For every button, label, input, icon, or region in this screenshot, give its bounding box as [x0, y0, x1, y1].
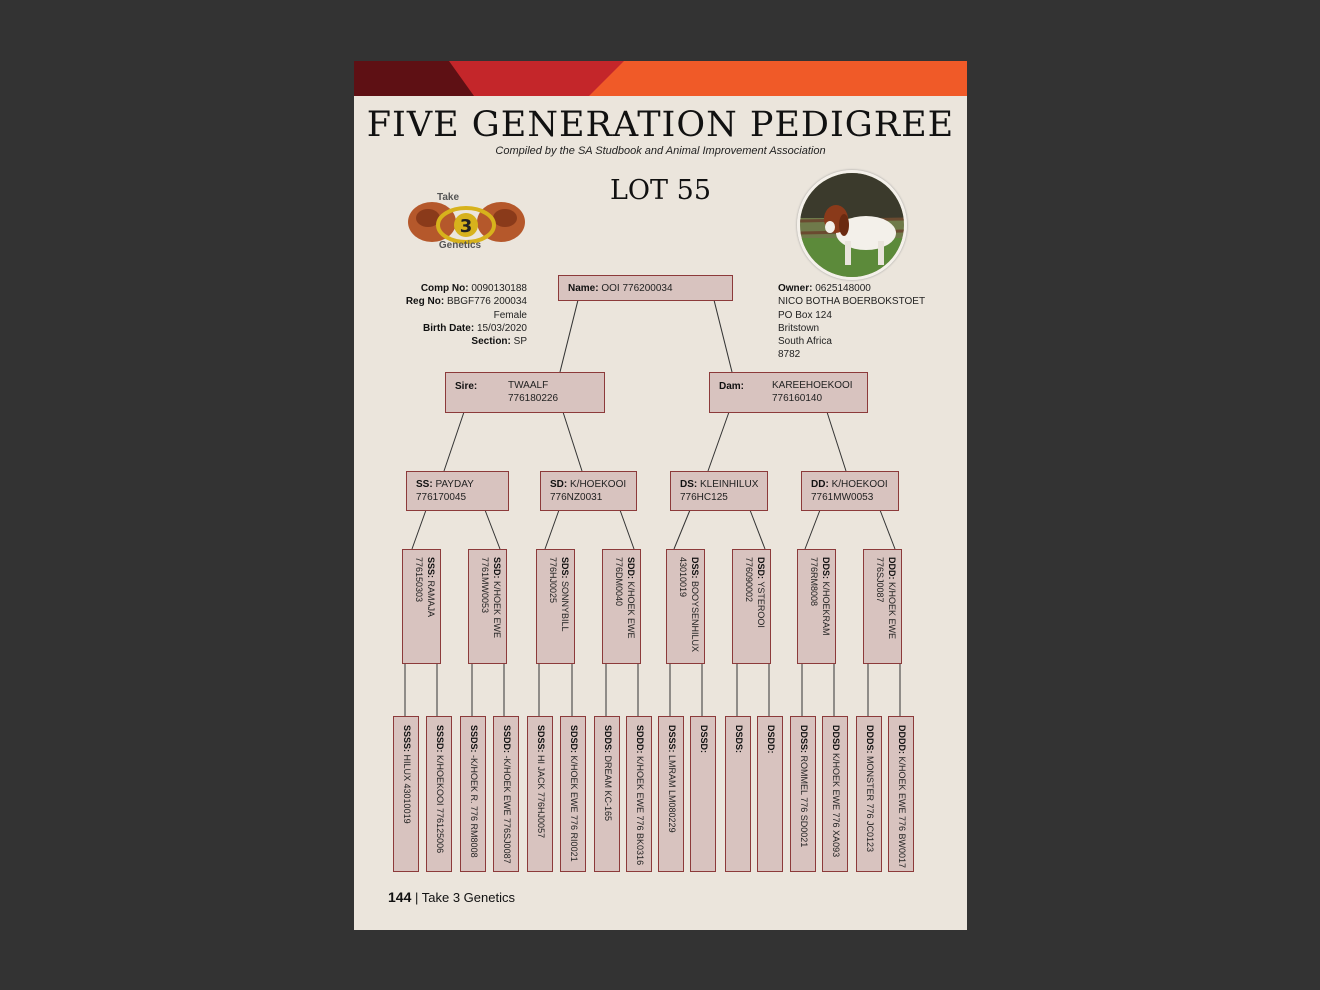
animal-sex: Female [493, 309, 527, 321]
owner-phone: 0625148000 [815, 283, 871, 294]
great-great-grandparent-label: SDSD: [569, 725, 579, 754]
great-grandparent-name: RAMAJA [426, 580, 436, 618]
great-grandparent-text [743, 557, 767, 628]
great-grandparent-box [536, 549, 575, 664]
page-subtitle: Compiled by the SA Studbook and Animal Improvement Association [495, 145, 826, 157]
great-grandparent-text [547, 557, 571, 632]
grandparent-box-ss [406, 471, 509, 511]
great-great-grandparent-box [658, 716, 684, 872]
great-grandparent-label: DSD: [756, 557, 766, 579]
great-great-grandparent-text [798, 725, 810, 847]
great-great-grandparent-label: SDDD: [635, 725, 645, 754]
great-great-grandparent-box [757, 716, 783, 872]
great-great-grandparent-text [568, 725, 580, 862]
great-great-grandparent-text [765, 725, 777, 754]
great-grandparent-box [602, 549, 641, 664]
sire-name: TWAALF [508, 380, 549, 391]
great-great-grandparent-name: ROMMEL 776 SD0021 [799, 755, 809, 848]
dam-box [709, 372, 868, 413]
great-great-grandparent-text [698, 725, 710, 753]
dam-reg: 776160140 [772, 393, 823, 404]
great-great-grandparent-text [434, 725, 446, 853]
birth-date-label: Birth Date: [423, 322, 475, 334]
grandparent-label: SS: [416, 479, 433, 490]
section: SP [513, 336, 527, 348]
great-great-grandparent-label: DSDD: [766, 725, 776, 754]
grandparent-box-dd [801, 471, 899, 511]
grandparent-box-sd [540, 471, 637, 511]
footer-separator: | [414, 890, 419, 905]
great-great-grandparent-label: SSDS: [469, 725, 479, 753]
owner-name: NICO BOTHA BOERBOKSTOET [778, 296, 926, 308]
great-grandparent-box [402, 549, 441, 664]
grandparent-reg: 776170045 [416, 492, 467, 503]
great-great-grandparent-label: SSSD: [435, 725, 445, 753]
great-grandparent-reg: 776SJ0087 [875, 557, 885, 603]
great-grandparent-reg: 776150303 [414, 557, 424, 603]
great-great-grandparent-name: K/HOEKOOI 776125006 [435, 755, 445, 854]
reg-no: BBGF776 200034 [446, 296, 527, 308]
great-great-grandparent-box [790, 716, 816, 872]
sire-label: Sire: [455, 381, 478, 392]
sire-reg: 776180226 [508, 393, 559, 404]
lot-number: LOT 55 [609, 175, 711, 206]
great-great-grandparent-name: K/HOEK EWE 776 BK0316 [635, 756, 645, 866]
great-great-grandparent-text [634, 725, 646, 865]
great-grandparent-label: SSS: [426, 557, 436, 579]
great-grandparent-reg: 776DM0040 [614, 557, 624, 607]
grandparent-reg: 776HC125 [680, 492, 728, 503]
owner-address-line: South Africa [778, 336, 832, 348]
great-great-grandparent-label: DDDS: [865, 725, 875, 754]
great-grandparent-text [677, 557, 701, 652]
great-grandparent-text [479, 557, 503, 638]
great-great-grandparent-text [830, 725, 842, 857]
pedigree-page [354, 61, 967, 930]
great-great-grandparent-name: K/HOEK EWE 776 RI0021 [569, 755, 579, 862]
great-great-grandparent-label: DDSD [831, 725, 841, 751]
great-great-grandparent-box [560, 716, 586, 872]
great-great-grandparent-name: -K/HOEK R. 776 RM8008 [469, 755, 479, 858]
section-label: Section: [471, 336, 511, 348]
great-grandparent-text [613, 557, 637, 639]
great-great-grandparent-name: HILUX 43010019 [402, 754, 412, 824]
animal-name-box [558, 275, 733, 301]
grandparent-box-ds [670, 471, 768, 511]
grandparent-name: K/HOEKOOI [831, 479, 888, 490]
page-title: FIVE GENERATION PEDIGREE [366, 105, 955, 145]
reg-no-label: Reg No: [405, 296, 445, 308]
great-grandparent-text [808, 557, 832, 636]
great-great-grandparent-text [602, 725, 614, 821]
great-grandparent-reg: 776HJ0025 [548, 557, 558, 604]
great-grandparent-name: BOOYSENHILUX [690, 581, 700, 653]
sire-box [445, 372, 605, 413]
grandparent-label: DD: [811, 479, 829, 490]
great-great-grandparent-box [460, 716, 486, 872]
animal-name: OOI 776200034 [601, 283, 673, 294]
comp-no-label: Comp No: [420, 283, 469, 294]
great-grandparent-label: DDS: [821, 557, 831, 579]
grandparent-reg: 7761MW0053 [811, 492, 874, 503]
great-great-grandparent-box [426, 716, 452, 872]
svg-text:3: 3 [459, 216, 473, 237]
great-great-grandparent-box [493, 716, 519, 872]
great-great-grandparent-text [501, 725, 513, 864]
comp-no: 0090130188 [471, 283, 527, 294]
owner-address-line: PO Box 124 [778, 309, 832, 321]
great-grandparent-box [468, 549, 507, 664]
page-footer [388, 889, 515, 905]
grandparent-name: K/HOEKOOI [570, 479, 627, 490]
great-great-grandparent-name: MONSTER 776 JC0123 [865, 756, 875, 853]
great-grandparent-reg: 776090002 [744, 557, 754, 603]
great-grandparent-text [874, 557, 898, 639]
great-great-grandparent-box [856, 716, 882, 872]
great-grandparent-name: SONNYBILL [560, 581, 570, 632]
svg-text:Genetics: Genetics [438, 240, 482, 251]
great-grandparent-name: K/HOEK EWE [887, 582, 897, 640]
great-great-grandparent-label: SSSS: [402, 725, 412, 753]
grandparent-name: PAYDAY [435, 479, 474, 490]
great-great-grandparent-box [594, 716, 620, 872]
great-grandparent-label: SDS: [560, 557, 570, 579]
great-great-grandparent-text [733, 725, 745, 753]
great-great-grandparent-box [690, 716, 716, 872]
great-grandparent-label: SSD: [492, 557, 502, 579]
svg-text:Take: Take [436, 192, 460, 203]
owner-address-line: 8782 [778, 349, 801, 361]
great-grandparent-box [863, 549, 902, 664]
great-great-grandparent-name: K/HOEK EWE 776 BW0017 [897, 756, 907, 869]
great-grandparent-name: K/HOEKRAM [821, 581, 831, 636]
great-great-grandparent-box [725, 716, 751, 872]
great-great-grandparent-text [401, 725, 413, 824]
great-grandparent-label: DDD: [887, 557, 897, 580]
owner-label: Owner: [778, 283, 813, 294]
dam-label: Dam: [719, 381, 745, 392]
great-great-grandparent-text [896, 725, 908, 868]
great-grandparent-reg: 7761MW0053 [480, 557, 490, 614]
grandparent-reg: 776NZ0031 [550, 492, 603, 503]
great-great-grandparent-label: DSSS: [667, 725, 677, 753]
great-great-grandparent-label: SSDD: [502, 725, 512, 754]
great-grandparent-reg: 776RM8008 [809, 557, 819, 607]
great-grandparent-reg: 43010019 [678, 557, 688, 598]
great-great-grandparent-box [888, 716, 914, 872]
great-grandparent-label: SDD: [626, 557, 636, 579]
great-great-grandparent-text [468, 725, 480, 858]
great-great-grandparent-name: LMRAM LM080229 [667, 755, 677, 833]
great-great-grandparent-text [666, 725, 678, 833]
great-grandparent-name: K/HOEK EWE [492, 581, 502, 639]
birth-date: 15/03/2020 [476, 322, 527, 334]
great-grandparent-name: YSTEROOI [756, 581, 766, 628]
great-great-grandparent-box [626, 716, 652, 872]
great-grandparent-box [797, 549, 836, 664]
great-great-grandparent-name: -K/HOEK EWE 776SJ0087 [502, 755, 512, 864]
great-grandparent-box [732, 549, 771, 664]
great-great-grandparent-box [822, 716, 848, 872]
great-great-grandparent-text [864, 725, 876, 852]
dam-name: KAREEHOEKOOI [772, 380, 853, 391]
grandparent-label: DS: [680, 479, 698, 490]
great-great-grandparent-label: DDDD: [897, 725, 907, 754]
great-great-grandparent-name: K/HOEK EWE 776 XA093 [831, 753, 841, 858]
great-great-grandparent-text [535, 725, 547, 838]
footer-brand: Take 3 Genetics [421, 890, 515, 905]
great-great-grandparent-name: DREAM KC-165 [603, 755, 613, 822]
grandparent-label: SD: [550, 479, 568, 490]
great-grandparent-label: DSS: [690, 557, 700, 579]
great-great-grandparent-label: SDDS: [603, 725, 613, 754]
great-great-grandparent-label: DSDS: [734, 725, 744, 754]
great-grandparent-text [413, 557, 437, 617]
great-grandparent-box [666, 549, 705, 664]
animal-name-label: Name: [568, 283, 599, 294]
great-great-grandparent-box [527, 716, 553, 872]
owner-address-line: Britstown [778, 322, 820, 334]
great-great-grandparent-box [393, 716, 419, 872]
grandparent-name: KLEINHILUX [700, 479, 759, 490]
page-number: 144 [388, 889, 412, 905]
great-great-grandparent-label: DSSD: [699, 725, 709, 754]
great-great-grandparent-label: DDSS: [799, 725, 809, 754]
great-great-grandparent-label: SDSS: [536, 725, 546, 753]
great-great-grandparent-name: HI JACK 776HJ0057 [536, 755, 546, 839]
great-grandparent-name: K/HOEK EWE [626, 581, 636, 639]
